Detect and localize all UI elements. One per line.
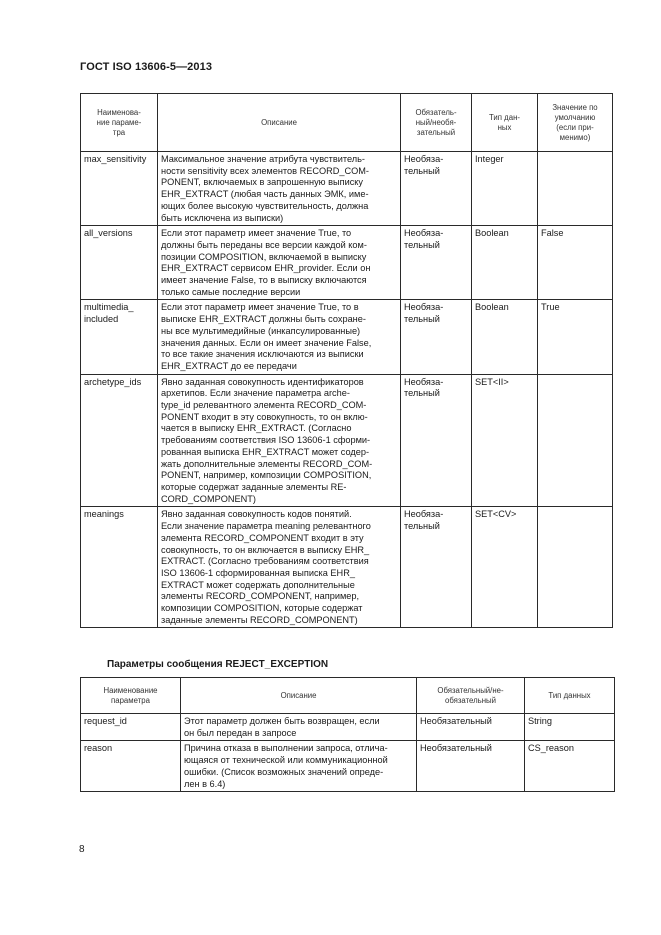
column-header-mandatory: Обязатель- ный/необя- зательный (401, 94, 472, 152)
column-header-default: Значение по умолчанию (если при- менимо) (538, 94, 613, 152)
param-description: Причина отказа в выполнении запроса, отлича- ющаяся от технической или коммуникационной ошибки. (Список возможных значений опреде- лен в 6.4) (181, 741, 417, 792)
param-mandatory: Необязательный (417, 741, 525, 792)
param-description: Явно заданная совокупность идентификаторов архетипов. Если значение параметра arche- type_id релевантного элемента RECORD_COM- PONENT входит в эту совокупность, то он вклю- чается в выписку EHR_EXTRACT. (Согласно требованиям соответствия ISO 13606-1 сформи- рованная выписка EHR_EXTRACT может содер- жать дополнительные элементы RECORD_COM- PONENT, например, композиции COMPOSITION, которые содержат заданные элементы RE- CORD_COMPONENT) (158, 374, 401, 507)
document-standard-header: ГОСТ ISO 13606-5—2013 (80, 61, 213, 73)
table-row (81, 374, 613, 507)
param-name: request_id (81, 714, 181, 741)
param-description: Этот параметр должен быть возвращен, если он был передан в запросе (181, 714, 417, 741)
param-name: max_sensitivity (81, 152, 158, 226)
column-header-name: Наименова- ние парамe- тра (81, 94, 158, 152)
table-header-row (81, 94, 613, 152)
table-row (81, 226, 613, 300)
column-header-description: Описание (181, 678, 417, 714)
section-title-reject-exception: Параметры сообщения REJECT_EXCEPTION (107, 659, 329, 670)
column-header-name: Наименование параметра (81, 678, 181, 714)
param-description: Если этот параметр имеет значение True, то в выписке EHR_EXTRACT должны быть сохране- ны все мультимедийные (инкапсулированные) значения данных. Если он имеет значение False, то все такие значения исключаются из выписки EHR_EXTRACT до ее передачи (158, 300, 401, 374)
param-description: Явно заданная совокупность кодов понятий. Если значение параметра meaning релевантного элемента RECORD_COMPONENT входит в эту совокупность, то он включается в выписку EHR_ EXTRACT. (Согласно требованиям соответствия ISO 13606-1 сформированная выписка EHR_ EXTRACT может содержать дополнительные элементы RECORD_COMPONENT, например, композиции COMPOSITION, которые содержат заданные элементы RECORD_COMPONENT) (158, 507, 401, 628)
table-row (81, 152, 613, 226)
param-mandatory: Необязательный (417, 714, 525, 741)
param-mandatory: Необяза- тельный (401, 152, 472, 226)
param-type: SET<CV> (472, 507, 538, 628)
param-default (538, 152, 613, 226)
reject-exception-table (80, 677, 615, 792)
param-default (538, 374, 613, 507)
table-row (81, 507, 613, 628)
param-name: meanings (81, 507, 158, 628)
parameters-table (80, 93, 613, 628)
param-description: Если этот параметр имеет значение True, то должны быть переданы все версии каждой ком- позиции COMPOSITION, включаемой в выписку EHR_EXTRACT сервисом EHR_provider. Если он имеет значение False, то в выписку включаются только самые последние версии (158, 226, 401, 300)
column-header-type: Тип дан- ных (472, 94, 538, 152)
table-row (81, 714, 615, 741)
table-row (81, 741, 615, 792)
column-header-mandatory: Обязательный/не- обязательный (417, 678, 525, 714)
param-type: String (525, 714, 615, 741)
param-description: Максимальное значение атрибута чувствитель- ности sensitivity всех элементов RECORD_COM- PONENT, включаемых в запрошенную выписку EHR_EXTRACT (любая часть данных ЭМК, име- ющих более высокую чувствительность, должна быть исключена из выписки) (158, 152, 401, 226)
param-type: Integer (472, 152, 538, 226)
param-name: reason (81, 741, 181, 792)
param-mandatory: Необяза- тельный (401, 507, 472, 628)
table-header-row (81, 678, 615, 714)
param-mandatory: Необяза- тельный (401, 300, 472, 374)
param-mandatory: Необяза- тельный (401, 374, 472, 507)
param-mandatory: Необяза- тельный (401, 226, 472, 300)
param-default (538, 507, 613, 628)
param-default: True (538, 300, 613, 374)
param-type: Boolean (472, 300, 538, 374)
param-type: Boolean (472, 226, 538, 300)
param-name: archetype_ids (81, 374, 158, 507)
param-name: all_versions (81, 226, 158, 300)
param-type: SET<II> (472, 374, 538, 507)
param-type: CS_reason (525, 741, 615, 792)
param-default: False (538, 226, 613, 300)
column-header-description: Описание (158, 94, 401, 152)
column-header-type: Тип данных (525, 678, 615, 714)
page-number: 8 (79, 844, 85, 855)
param-name: multimedia_ included (81, 300, 158, 374)
table-row (81, 300, 613, 374)
